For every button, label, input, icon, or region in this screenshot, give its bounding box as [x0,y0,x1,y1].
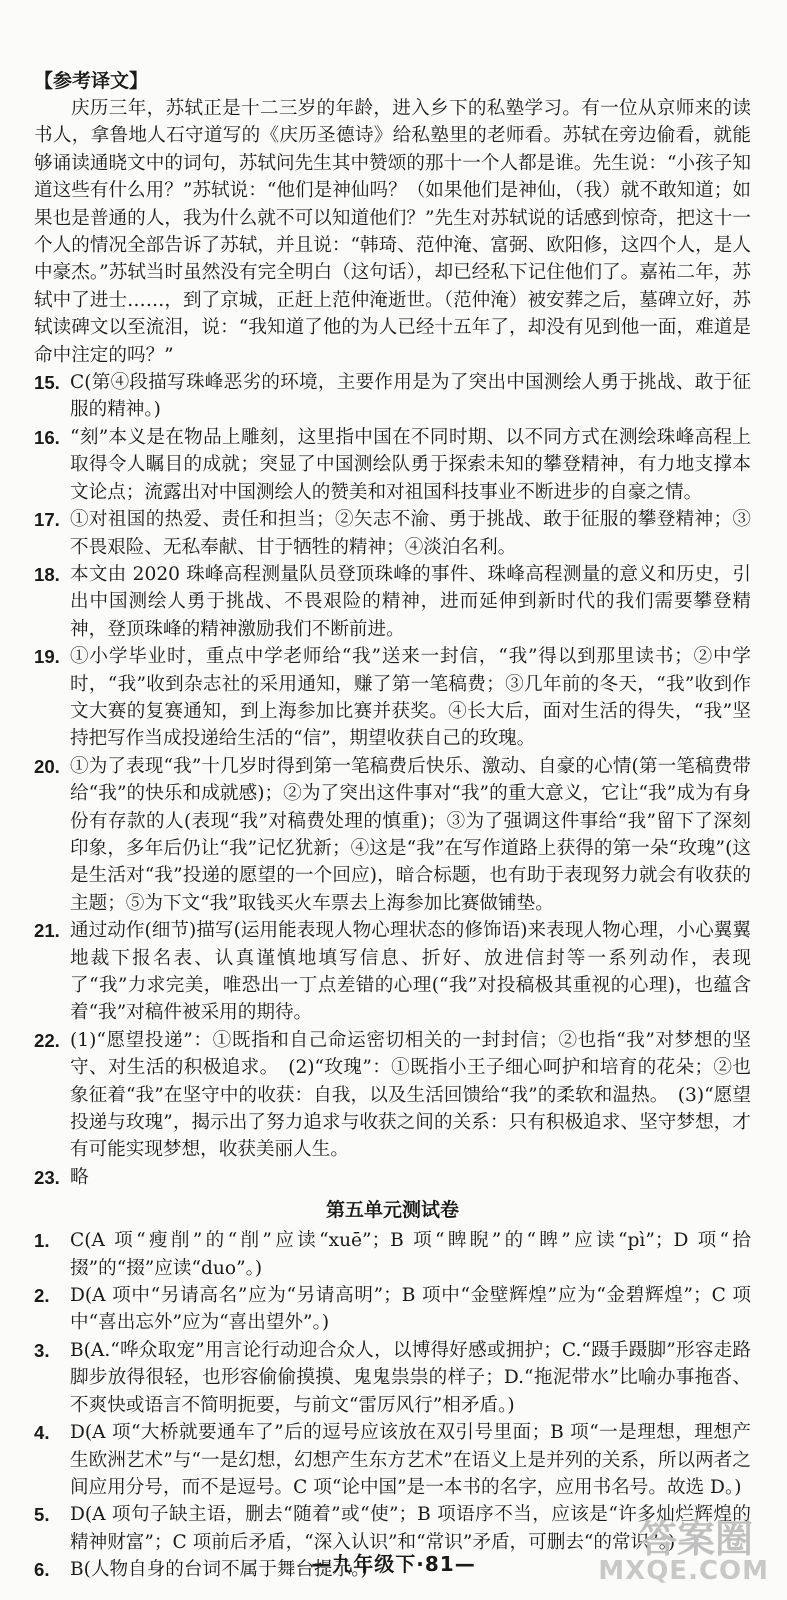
answer-number: 3. [34,1339,50,1361]
answer-text: 本文由 2020 珠峰高程测量队员登顶珠峰的事件、珠峰高程测量的意义和历史，引出中国测绘人勇于挑战、不畏艰险的精神，进而延伸到新时代的我们需要攀登精神，登顶珠峰的精神激励我们不断前进。 [70,563,751,640]
answer-item [34,1027,751,1164]
answer-number: 5. [34,1504,50,1526]
answer-text: 略 [70,1166,89,1188]
answer-text: (1)“愿望投递”：①既指和自己命运密切相关的一封封信；②也指“我”对梦想的坚守、对生活的积极追求。 (2)“玫瑰”：①既指小王子细心呵护和培育的花朵；②也象征着“我”在坚守中的收获：自我，以及生活回馈给“我”的柔软和温热。 (3)“愿望投递与玫瑰”，揭示出了努力追求与收获之间的关系：只有积极追求、坚守梦想，才有可能实现梦想，收获美丽人生。 [70,1029,751,1161]
answer-text: ①为了表现“我”十几岁时得到第一笔稿费后快乐、激动、自豪的心情(第一笔稿费带给“我”的快乐和成就感)；②为了突出这件事对“我”的重大意义，它让“我”成为有身份有存款的人(表现“我”对稿费处理的慎重)；③为了强调这件事给“我”留下了深刻印象，多年后仍让“我”记忆犹新；④这是“我”在写作道路上获得的第一朵“玫瑰”(这是生活对“我”投递的愿望的一个回应)，暗合标题，也有助于表现努力就会有收获的主题；⑤为下文“我”取钱买火车票去上海参加比赛做铺垫。 [70,755,751,914]
answer-number: 18. [34,563,60,585]
answer-text: D(A 项句子缺主语，删去“随着”或“使”；B 项语序不当，应该是“许多灿烂辉煌的精神财富”；C 项前后矛盾，“深入认识”和“常识”矛盾，可删去“的常识”。) [70,1504,751,1553]
answer-number: 22. [34,1029,60,1051]
answers-part1 [34,369,751,1191]
answer-item [34,1419,751,1501]
answer-text: B(人物自身的台词不属于舞台提示。) [70,1559,368,1581]
answer-item [34,506,751,561]
answer-text: ①小学毕业时，重点中学老师给“我”送来一封信，“我”得以到那里读书；②中学时，“我”收到杂志社的采用通知，赚了第一笔稿费；③几年前的冬天，“我”收到作文大赛的复赛通知，到上海参加比赛并获奖。④长大后，面对生活的得失，“我”坚持把写作当成投递给生活的“信”，期望收获自己的玫瑰。 [70,646,751,750]
answer-item [34,1337,751,1419]
section-title: 第五单元测试卷 [325,1199,459,1222]
answer-number: 20. [34,755,60,777]
answer-text: D(A 项“大桥就要通车了”后的逗号应该放在双引号里面；B 项“一是理想，理想产生欧洲艺术”与“一是幻想，幻想产生东方艺术”在语义上是并列的关系，所以两者之间应用分号，而不是逗号。C 项“论中国”是一本书的名字，应用书名号。故选 D。) [70,1422,751,1498]
answer-item [34,424,751,506]
answer-text: C(A 项“瘦削”的“削”应读“xuē”；B 项“睥睨”的“睥”应读“pì”；D 项“拾掇”的“掇”应读“duo”。) [70,1230,751,1279]
watermark-logo: 答案圈 [638,1517,753,1561]
answer-number: 15. [34,372,60,394]
answer-number: 6. [34,1559,50,1581]
answer-number: 16. [34,426,60,448]
answer-item [34,561,751,643]
answer-item [34,753,751,917]
reference-translation-heading: 【参考译文】 [34,70,149,92]
answer-item [34,1227,751,1282]
answer-number: 23. [34,1166,60,1188]
answer-text: 通过动作(细节)描写(运用能表现人物心理状态的修饰语)来表现人物心理，小心翼翼地裁下报名表、认真谨慎地填写信息、折好、放进信封等一系列动作，表现了“我”力求完美，唯恐出一丁点差错的心理(“我”对投稿极其重视的心理)，也蕴含着“我”对稿件被采用的期待。 [70,920,751,1024]
answer-text: “刻”本义是在物品上雕刻，这里指中国在不同时期、以不同方式在测绘珠峰高程上取得令人瞩目的成就；突显了中国测绘队勇于探索未知的攀登精神，有力地支撑本文论点；流露出对中国测绘人的赞美和对祖国科技事业不断进步的自豪之情。 [70,426,751,503]
answer-number: 21. [34,920,60,942]
watermark-url: MXQE.COM [598,1556,769,1586]
answer-item [34,1164,751,1191]
answer-number: 2. [34,1285,50,1307]
answer-text: ①对祖国的热爱、责任和担当；②矢志不渝、勇于挑战、敢于征服的攀登精神；③不畏艰险、无私奉献、甘于牺牲的精神；④淡泊名利。 [70,509,751,558]
answer-item [34,917,751,1027]
answer-number: 4. [34,1422,50,1444]
page-footer: —九年级下·81— [311,1552,476,1576]
answer-number: 17. [34,509,60,531]
answer-item [34,1282,751,1337]
reference-translation-text: 庆历三年，苏轼正是十二三岁的年龄，进入乡下的私塾学习。有一位从京师来的读书人，拿鲁地人石守道写的《庆历圣德诗》给私塾里的老师看。苏轼在旁边偷看，就能够诵读通晓文中的词句，苏轼问先生其中赞颂的那十一个人都是谁。先生说：“小孩子知道这些有什么用？”苏轼说：“他们是神仙吗？（如果他们是神仙，（我）就不敢知道；如果也是普通的人，我为什么就不可以知道他们？”先生对苏轼说的话感到惊奇，把这十一个人的情况全部告诉了苏轼，并且说：“韩琦、范仲淹、富弼、欧阳修，这四个人，是人中豪杰。”苏轼当时虽然没有完全明白（这句话），却已经私下记住他们了。嘉祐二年，苏轼中了进士……，到了京城，正赶上范仲淹逝世。（范仲淹）被安葬之后，墓碑立好，苏轼读碑文以至流泪，说：“我知道了他的为人已经十五年了，却没有见到他一面，难道是命中注定的吗？” [34,98,751,366]
answer-item [34,643,751,753]
answer-number: 1. [34,1230,50,1252]
answer-text: C(第④段描写珠峰恶劣的环境，主要作用是为了突出中国测绘人勇于挑战、敢于征服的精神。) [70,372,751,421]
answer-number: 19. [34,646,60,668]
answer-item [34,369,751,424]
answer-text: D(A 项中“另请高名”应为“另请高明”；B 项中“金壁辉煌”应为“金碧辉煌”；C 项中“喜出忘外”应为“喜出望外”。) [70,1285,751,1334]
answer-text: B(A.“哗众取宠”用言论行动迎合众人，以博得好感或拥护；C.“蹑手蹑脚”形容走路脚步放得很轻，也形容偷偷摸摸、鬼鬼祟祟的样子；D.“拖泥带水”比喻办事拖沓、不爽快或语言不简明扼要，与前文“雷厉风行”相矛盾。) [70,1339,751,1416]
